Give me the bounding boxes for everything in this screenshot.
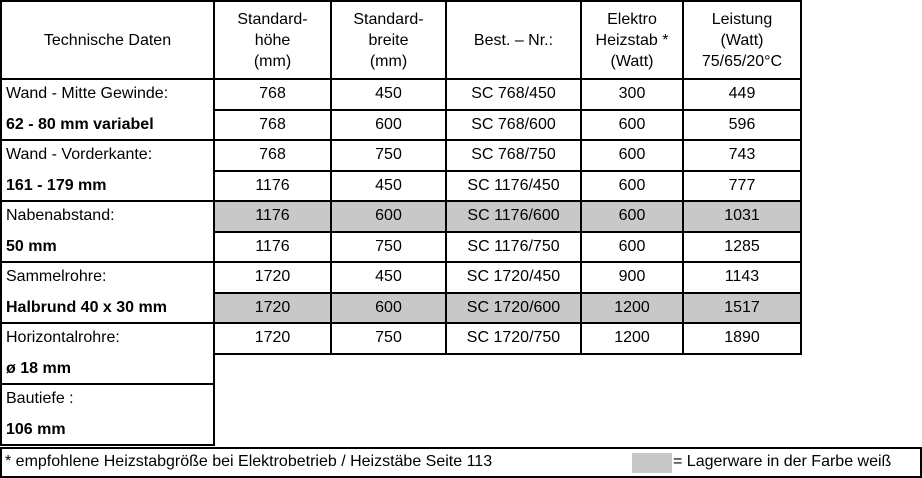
header-technische-daten xyxy=(0,0,215,80)
cell-hoehe: 1720 xyxy=(213,261,332,294)
header-line: Heizstab * xyxy=(595,31,669,49)
cell-best-nr: SC 768/600 xyxy=(445,109,582,142)
header-standard-breite xyxy=(330,0,447,80)
cell-leistung: 1890 xyxy=(682,322,802,355)
header-line: (Watt) xyxy=(610,52,654,70)
header-line: Elektro xyxy=(607,10,657,28)
header-line: Standard- xyxy=(353,10,424,28)
header-line: Technische Daten xyxy=(43,31,172,49)
spec-label: Bautiefe : xyxy=(6,390,74,408)
cell-heizstab: 600 xyxy=(580,109,684,142)
cell-leistung: 1031 xyxy=(682,200,802,233)
cell-hoehe: 1720 xyxy=(213,322,332,355)
cell-hoehe: 768 xyxy=(213,139,332,172)
header-leistung xyxy=(682,0,802,80)
spec-label: Sammelrohre: xyxy=(6,268,107,286)
cell-heizstab: 1200 xyxy=(580,322,684,355)
cell-heizstab: 600 xyxy=(580,139,684,172)
cell-hoehe: 1720 xyxy=(213,292,332,325)
legend-text: = Lagerware in der Farbe weiß xyxy=(673,453,892,470)
cell-breite: 600 xyxy=(330,292,447,325)
spec-label-cell xyxy=(0,261,215,324)
cell-leistung: 1143 xyxy=(682,261,802,294)
cell-heizstab: 600 xyxy=(580,170,684,203)
cell-heizstab: 600 xyxy=(580,231,684,264)
cell-hoehe: 768 xyxy=(213,78,332,111)
header-line: (mm) xyxy=(369,52,408,70)
cell-hoehe: 768 xyxy=(213,109,332,142)
spec-value: ø 18 mm xyxy=(6,359,71,377)
stock-color-swatch xyxy=(632,453,672,473)
cell-leistung: 743 xyxy=(682,139,802,172)
spec-label-cell xyxy=(0,383,215,446)
header-best-nr xyxy=(445,0,582,80)
header-line: (Watt) xyxy=(720,31,764,49)
cell-breite: 450 xyxy=(330,261,447,294)
cell-hoehe: 1176 xyxy=(213,170,332,203)
cell-heizstab: 600 xyxy=(580,200,684,233)
footnote-text: * empfohlene Heizstabgröße bei Elektrobetrieb / Heizstäbe Seite 113 xyxy=(5,453,493,470)
spec-value: 62 - 80 mm variabel xyxy=(6,115,154,133)
cell-best-nr: SC 768/450 xyxy=(445,78,582,111)
cell-best-nr: SC 1720/600 xyxy=(445,292,582,325)
spec-label-cell xyxy=(0,200,215,263)
cell-leistung: 449 xyxy=(682,78,802,111)
spec-label: Nabenabstand: xyxy=(6,207,115,225)
cell-breite: 750 xyxy=(330,139,447,172)
cell-breite: 450 xyxy=(330,78,447,111)
cell-hoehe: 1176 xyxy=(213,231,332,264)
cell-breite: 600 xyxy=(330,200,447,233)
header-line: (mm) xyxy=(253,52,292,70)
spec-label: Wand - Mitte Gewinde: xyxy=(6,85,169,103)
header-line: höhe xyxy=(254,31,291,49)
spec-value: 50 mm xyxy=(6,237,57,255)
cell-hoehe: 1176 xyxy=(213,200,332,233)
header-line: breite xyxy=(368,31,409,49)
cell-leistung: 1285 xyxy=(682,231,802,264)
spec-value: 106 mm xyxy=(6,420,66,438)
cell-best-nr: SC 1176/450 xyxy=(445,170,582,203)
cell-heizstab: 900 xyxy=(580,261,684,294)
spec-label: Wand - Vorderkante: xyxy=(6,146,153,164)
cell-best-nr: SC 768/750 xyxy=(445,139,582,172)
cell-best-nr: SC 1176/600 xyxy=(445,200,582,233)
spec-value: 161 - 179 mm xyxy=(6,176,107,194)
cell-best-nr: SC 1720/450 xyxy=(445,261,582,294)
cell-breite: 450 xyxy=(330,170,447,203)
cell-breite: 600 xyxy=(330,109,447,142)
header-line: Standard- xyxy=(237,10,308,28)
spec-value: Halbrund 40 x 30 mm xyxy=(6,298,167,316)
spec-label-cell xyxy=(0,78,215,141)
spec-label: Horizontalrohre: xyxy=(6,329,120,347)
header-line: Leistung xyxy=(711,10,773,28)
spec-label-cell xyxy=(0,139,215,202)
header-elektro-heizstab xyxy=(580,0,684,80)
cell-breite: 750 xyxy=(330,322,447,355)
cell-heizstab: 1200 xyxy=(580,292,684,325)
cell-breite: 750 xyxy=(330,231,447,264)
cell-heizstab: 300 xyxy=(580,78,684,111)
header-line: Best. – Nr.: xyxy=(473,31,554,49)
cell-best-nr: SC 1720/750 xyxy=(445,322,582,355)
cell-best-nr: SC 1176/750 xyxy=(445,231,582,264)
header-line: 75/65/20°C xyxy=(701,52,783,70)
cell-leistung: 1517 xyxy=(682,292,802,325)
footer-bar xyxy=(0,447,922,478)
spec-label-cell xyxy=(0,322,215,385)
cell-leistung: 596 xyxy=(682,109,802,142)
header-standard-hoehe xyxy=(213,0,332,80)
cell-leistung: 777 xyxy=(682,170,802,203)
